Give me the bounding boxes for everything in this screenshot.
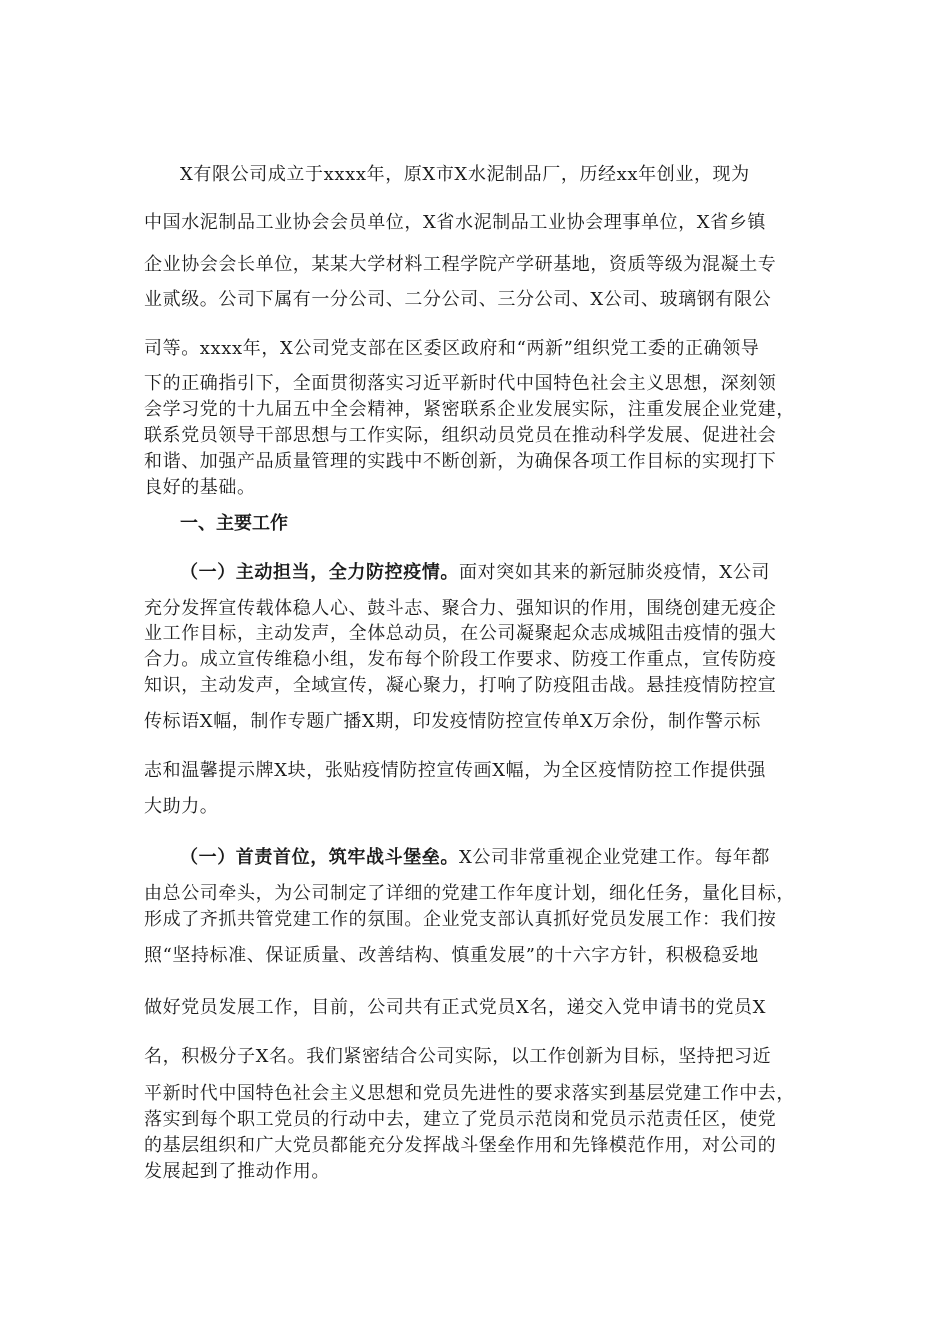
paragraph-2-line: 志和温馨提示牌X块，张贴疫情防控宣传画X幅，为全区疫情防控工作提供强 (144, 760, 767, 781)
paragraph-3-line: 做好党员发展工作，目前，公司共有正式党员X名，递交入党申请书的党员X (144, 997, 767, 1018)
paragraph-2-line: 大助力。 (144, 796, 219, 817)
paragraph-2-line: 合力。成立宣传维稳小组，发布每个阶段工作要求、防疫工作重点，宣传防疫 (144, 649, 777, 670)
paragraph-2-line: 充分发挥宣传载体稳人心、鼓斗志、聚合力、强知识的作用，围绕创建无疫企 (144, 598, 777, 619)
paragraph-3-line: 发展起到了推动作用。 (144, 1161, 330, 1182)
paragraph-2-line: 业工作目标，主动发声，全体总动员，在公司凝聚起众志成城阻击疫情的强大 (144, 623, 777, 644)
paragraph-1-line: 会学习党的十九届五中全会精神，紧密联系企业发展实际，注重发展企业党建， (144, 399, 795, 420)
paragraph-2-lead: （一）主动担当，全力防控疫情。 (180, 562, 459, 583)
paragraph-1-line: 企业协会会长单位，某某大学材料工程学院产学研基地，资质等级为混凝土专 (144, 254, 777, 275)
paragraph-3-text: X公司非常重视企业党建工作。每年都 (459, 847, 771, 868)
paragraph-1-line: 良好的基础。 (144, 477, 256, 498)
paragraph-1-line: 司等。xxxx年，X公司党支部在区委区政府和“两新”组织党工委的正确领导 (144, 338, 760, 359)
paragraph-3-line: 的基层组织和广大党员都能充分发挥战斗堡垒作用和先锋模范作用，对公司的 (144, 1135, 777, 1156)
paragraph-1-line: 和谐、加强产品质量管理的实践中不断创新，为确保各项工作目标的实现打下 (144, 451, 777, 472)
paragraph-3-line: 落实到每个职工党员的行动中去，建立了党员示范岗和党员示范责任区，使党 (144, 1109, 777, 1130)
paragraph-3-line: 名，积极分子X名。我们紧密结合公司实际，以工作创新为目标，坚持把习近 (144, 1046, 772, 1067)
paragraph-2-line: 知识，主动发声，全域宣传，凝心聚力，打响了防疫阻击战。悬挂疫情防控宣 (144, 675, 777, 696)
paragraph-3-line: 由总公司牵头，为公司制定了详细的党建工作年度计划，细化任务，量化目标， (144, 883, 795, 904)
paragraph-3-line: 平新时代中国特色社会主义思想和党员先进性的要求落实到基层党建工作中去， (144, 1083, 795, 1104)
paragraph-3-line (180, 846, 814, 870)
paragraph-3-lead: （一）首责首位，筑牢战斗堡垒。 (180, 847, 459, 868)
paragraph-1-line: X有限公司成立于xxxx年，原X市X水泥制品厂，历经xx年创业，现为 (180, 164, 750, 185)
paragraph-3-line: 照“坚持标准、保证质量、改善结构、慎重发展”的十六字方针，积极稳妥地 (144, 945, 759, 966)
paragraph-2-text: 面对突如其来的新冠肺炎疫情，X公司 (459, 562, 771, 583)
paragraph-1-line: 业贰级。公司下属有一分公司、二分公司、三分公司、X公司、玻璃钢有限公 (144, 289, 772, 310)
section-heading: 一、主要工作 (180, 513, 288, 534)
paragraph-2-line (180, 561, 814, 585)
paragraph-1-line: 下的正确指引下，全面贯彻落实习近平新时代中国特色社会主义思想，深刻领 (144, 373, 777, 394)
paragraph-2-line: 传标语X幅，制作专题广播X期，印发疫情防控宣传单X万余份，制作警示标 (144, 711, 761, 732)
paragraph-1-line: 联系党员领导干部思想与工作实际，组织动员党员在推动科学发展、促进社会 (144, 425, 777, 446)
paragraph-3-line: 形成了齐抓共管党建工作的氛围。企业党支部认真抓好党员发展工作：我们按 (144, 909, 777, 930)
paragraph-1-line: 中国水泥制品工业协会会员单位，X省水泥制品工业协会理事单位，X省乡镇 (144, 212, 767, 233)
